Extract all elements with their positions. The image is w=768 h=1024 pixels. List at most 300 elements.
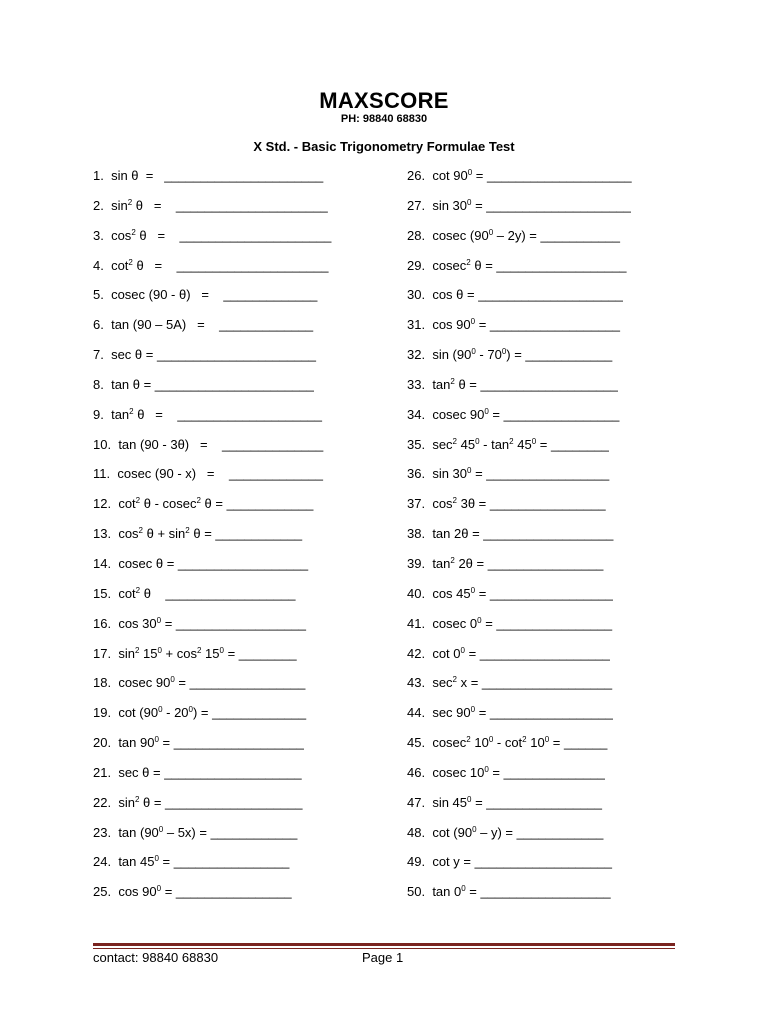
superscript: 0: [470, 317, 476, 327]
phone-number: PH: 98840 68830: [340, 113, 428, 125]
question-item: [93, 197, 331, 227]
question-item: [93, 794, 331, 824]
question-number: 26.: [407, 168, 426, 183]
question-item: [407, 495, 632, 525]
question-item: [93, 824, 331, 854]
text-part: sec 90: [432, 705, 471, 721]
text-part: sin 45: [432, 794, 468, 810]
question-item: [93, 883, 331, 913]
question-text: [118, 586, 295, 601]
text-part: = ________________: [161, 884, 292, 900]
text-part: θ = _____________________: [132, 257, 329, 273]
question-text: [118, 735, 304, 750]
text-part: cosec (90 - θ) = _____________: [111, 287, 318, 303]
superscript: 0: [471, 347, 476, 357]
text-part: tan 2θ = __________________: [432, 526, 614, 542]
text-part: 10: [470, 735, 489, 751]
text-part: = _________________: [475, 705, 613, 721]
text-part: cos: [432, 496, 453, 512]
text-part: = ________: [536, 436, 609, 452]
question-number: 42.: [407, 645, 426, 661]
text-part: – 2y) = ___________: [493, 227, 620, 243]
question-number: 49.: [407, 854, 426, 870]
text-part: = __________________: [465, 884, 611, 900]
superscript: 2: [135, 496, 141, 506]
superscript: 0: [472, 824, 477, 834]
text-part: 3θ = ________________: [457, 496, 606, 512]
text-part: = ________________: [471, 794, 602, 810]
text-part: cot (90: [432, 824, 473, 840]
text-part: tan (90: [118, 824, 159, 840]
superscript: 2: [185, 526, 190, 536]
question-item: [407, 257, 632, 287]
superscript: 0: [501, 347, 507, 357]
question-item: [407, 824, 632, 854]
question-number: 15.: [93, 585, 112, 601]
superscript: 0: [219, 645, 224, 655]
text-part: sec θ = ___________________: [118, 764, 302, 780]
question-item: [407, 764, 632, 794]
question-text: [432, 258, 626, 273]
text-part: sin 30: [432, 197, 468, 213]
question-number: 32.: [407, 347, 426, 363]
question-number: 8.: [93, 376, 104, 392]
question-item: [407, 704, 632, 734]
text-part: θ = _____________________: [132, 197, 328, 213]
question-number: 2.: [93, 197, 104, 213]
question-text: [118, 646, 296, 661]
question-item: [93, 555, 331, 585]
question-text: [118, 854, 289, 869]
text-part: cosec 10: [432, 764, 485, 780]
question-number: 24.: [93, 854, 112, 870]
question-number: 17.: [93, 645, 112, 661]
text-part: cos 90: [118, 884, 157, 900]
text-part: = ________________: [158, 854, 290, 870]
text-part: tan (90 - 3θ) = ______________: [118, 436, 324, 452]
text-part: cos: [111, 227, 132, 243]
question-number: 30.: [407, 287, 426, 303]
question-text: [111, 168, 323, 183]
text-part: cot: [118, 585, 136, 601]
question-text: [111, 377, 314, 392]
text-part: cos 30: [118, 615, 157, 631]
superscript: 0: [484, 764, 489, 774]
question-text: [118, 526, 302, 541]
question-number: 25.: [93, 884, 112, 900]
text-part: cosec 90: [432, 406, 485, 422]
question-text: [432, 198, 631, 213]
question-item: [407, 465, 632, 495]
question-text: [432, 765, 605, 780]
question-text: [118, 705, 306, 720]
text-part: = ________________: [488, 406, 620, 422]
question-text: [432, 526, 613, 541]
text-part: tan: [432, 376, 451, 392]
question-number: 36.: [407, 466, 426, 482]
text-part: 15: [139, 645, 158, 661]
text-part: cosec θ = __________________: [118, 555, 309, 571]
superscript: 0: [484, 406, 489, 416]
question-item: [93, 465, 331, 495]
question-item: [93, 346, 331, 376]
question-text: [111, 258, 328, 273]
question-item: [93, 227, 331, 257]
text-part: cosec 90: [118, 675, 171, 691]
question-item: [93, 704, 331, 734]
question-text: [118, 675, 305, 690]
question-item: [407, 883, 632, 913]
superscript: 2: [138, 526, 143, 536]
text-part: = __________________: [464, 645, 610, 661]
question-number: 6.: [93, 317, 104, 333]
question-text: [111, 347, 316, 362]
superscript: 2: [509, 436, 514, 446]
text-part: tan 90: [118, 735, 155, 751]
superscript: 0: [154, 854, 159, 864]
question-number: 12.: [93, 496, 112, 512]
superscript: 0: [467, 794, 472, 804]
text-part: ) = ____________: [506, 347, 613, 363]
text-part: cot (90: [118, 705, 159, 721]
superscript: 2: [452, 436, 457, 446]
question-text: [118, 884, 291, 899]
question-item: [93, 645, 331, 675]
question-text: [118, 825, 297, 840]
question-number: 22.: [93, 794, 112, 810]
question-number: 14.: [93, 555, 112, 571]
superscript: 2: [135, 585, 141, 595]
question-text: [118, 556, 308, 571]
question-item: [93, 525, 331, 555]
superscript: 0: [188, 705, 193, 715]
superscript: 0: [156, 884, 162, 894]
question-text: [432, 556, 603, 571]
text-part: = __________________: [161, 615, 307, 631]
questions-right-column: [407, 167, 632, 913]
question-item: [93, 764, 331, 794]
superscript: 0: [470, 585, 476, 595]
question-item: [93, 585, 331, 615]
brand-title: MAXSCORE: [319, 88, 449, 113]
text-part: sin: [111, 197, 128, 213]
text-part: θ = __________________: [470, 257, 627, 273]
text-part: cot 90: [432, 168, 468, 183]
superscript: 2: [196, 645, 202, 655]
superscript: 0: [467, 197, 472, 207]
superscript: 0: [477, 615, 482, 625]
question-number: 28.: [407, 227, 426, 243]
question-text: [118, 795, 302, 810]
text-part: 45: [457, 436, 476, 452]
text-part: - tan: [479, 436, 510, 452]
superscript: 0: [475, 436, 480, 446]
question-number: 11.: [93, 466, 111, 482]
question-number: 38.: [407, 526, 426, 542]
question-item: [407, 376, 632, 406]
question-item: [407, 436, 632, 466]
text-part: - 20: [162, 705, 189, 721]
text-part: sin θ = ______________________: [111, 168, 324, 183]
text-part: = __________________: [158, 735, 304, 751]
text-part: = _________________: [475, 585, 613, 601]
text-part: tan 45: [118, 854, 155, 870]
text-part: cosec: [432, 257, 467, 273]
text-part: θ = _____________________: [135, 227, 332, 243]
question-item: [93, 286, 331, 316]
question-number: 23.: [93, 824, 112, 840]
question-number: 29.: [407, 257, 426, 273]
question-item: [407, 674, 632, 704]
question-item: [93, 257, 331, 287]
text-part: = __________________: [475, 317, 621, 333]
question-item: [93, 853, 331, 883]
text-part: cos: [118, 526, 139, 542]
footer-contact: contact: 98840 68830: [93, 950, 219, 965]
question-text: [432, 347, 612, 362]
question-text: [432, 616, 612, 631]
question-text: [432, 317, 620, 332]
question-item: [407, 734, 632, 764]
question-text: [432, 795, 602, 810]
question-number: 39.: [407, 555, 426, 571]
question-item: [93, 167, 331, 197]
text-part: sin 30: [432, 466, 468, 482]
question-item: [93, 406, 331, 436]
superscript: 0: [158, 824, 164, 834]
question-item: [407, 316, 632, 346]
question-number: 50.: [407, 884, 426, 900]
text-part: - 70: [475, 347, 502, 363]
question-item: [407, 227, 632, 257]
question-text: [432, 437, 608, 452]
question-number: 16.: [93, 615, 112, 631]
question-number: 21.: [93, 764, 112, 780]
text-part: cos θ = ____________________: [432, 287, 623, 303]
text-part: sec: [432, 436, 453, 452]
text-part: cosec: [432, 735, 467, 751]
text-part: cot: [111, 257, 129, 273]
text-part: θ __________________: [140, 585, 296, 601]
superscript: 2: [466, 735, 471, 745]
footer-rule-thick: [93, 943, 675, 946]
question-number: 5.: [93, 287, 104, 303]
question-number: 13.: [93, 526, 112, 542]
question-item: [407, 197, 632, 227]
text-part: tan: [432, 555, 451, 571]
text-part: cot 0: [432, 645, 461, 661]
text-part: θ = ____________________: [133, 406, 322, 422]
question-item: [407, 286, 632, 316]
superscript: 2: [131, 227, 136, 237]
question-number: 4.: [93, 257, 104, 273]
questions-left-column: [93, 167, 331, 913]
question-item: [407, 645, 632, 675]
superscript: 2: [452, 496, 457, 506]
question-number: 1.: [93, 168, 104, 183]
text-part: = ____________________: [472, 168, 632, 183]
superscript: 0: [460, 645, 465, 655]
question-item: [407, 615, 632, 645]
superscript: 2: [127, 197, 133, 207]
text-part: 15: [201, 645, 220, 661]
question-item: [407, 794, 632, 824]
text-part: θ = ___________________: [454, 376, 618, 392]
superscript: 2: [129, 406, 134, 416]
text-part: θ = ____________: [189, 526, 303, 542]
text-part: tan: [111, 406, 130, 422]
text-part: sec: [432, 675, 453, 691]
question-item: [407, 406, 632, 436]
superscript: 0: [488, 227, 494, 237]
text-part: = ______: [549, 735, 608, 751]
superscript: 2: [522, 735, 527, 745]
question-number: 46.: [407, 764, 426, 780]
superscript: 2: [450, 376, 455, 386]
text-part: cos 90: [432, 317, 471, 333]
text-part: – 5x) = ____________: [163, 824, 298, 840]
question-text: [432, 586, 613, 601]
superscript: 2: [196, 496, 201, 506]
text-part: sin (90: [432, 347, 472, 363]
superscript: 2: [134, 794, 140, 804]
question-item: [93, 495, 331, 525]
question-number: 18.: [93, 675, 112, 691]
question-item: [407, 525, 632, 555]
text-part: = _________________: [471, 466, 610, 482]
superscript: 0: [544, 735, 550, 745]
text-part: = ______________: [488, 764, 605, 780]
question-text: [118, 765, 301, 780]
text-part: 2θ = ________________: [454, 555, 604, 571]
text-part: θ - cosec: [140, 496, 197, 512]
question-number: 3.: [93, 227, 104, 243]
question-number: 40.: [407, 585, 426, 601]
superscript: 0: [170, 675, 175, 685]
question-number: 41.: [407, 615, 426, 631]
superscript: 0: [467, 168, 473, 177]
question-number: 44.: [407, 705, 426, 721]
text-part: sec θ = ______________________: [111, 347, 317, 363]
question-number: 27.: [407, 197, 426, 213]
question-text: [432, 496, 605, 511]
question-text: [432, 675, 612, 690]
text-part: = ____________________: [471, 197, 631, 213]
question-number: 19.: [93, 705, 112, 721]
question-text: [432, 646, 610, 661]
question-item: [407, 585, 632, 615]
question-text: [111, 198, 328, 213]
question-item: [93, 615, 331, 645]
question-item: [93, 674, 331, 704]
superscript: 0: [154, 735, 159, 745]
text-part: – y) = ____________: [476, 824, 604, 840]
question-number: 20.: [93, 735, 112, 751]
test-title: X Std. - Basic Trigonometry Formulae Test: [253, 139, 515, 154]
superscript: 0: [470, 705, 476, 715]
superscript: 0: [531, 436, 537, 446]
text-part: cot: [118, 496, 136, 512]
superscript: 2: [128, 257, 133, 267]
text-part: cot y = ___________________: [432, 854, 612, 870]
question-number: 48.: [407, 824, 426, 840]
text-part: x = __________________: [457, 675, 613, 691]
question-text: [432, 825, 603, 840]
question-number: 35.: [407, 436, 426, 452]
question-item: [93, 734, 331, 764]
text-part: 45: [513, 436, 532, 452]
question-item: [407, 555, 632, 585]
question-item: [407, 853, 632, 883]
text-part: cosec (90 - x) = _____________: [117, 466, 323, 482]
footer-page-number: Page 1: [362, 950, 404, 965]
question-number: 31.: [407, 317, 426, 333]
question-text: [111, 287, 317, 302]
text-part: cos 45: [432, 585, 471, 601]
text-part: sin: [118, 645, 135, 661]
question-text: [432, 466, 609, 481]
text-part: θ = ____________: [200, 496, 314, 512]
question-text: [117, 466, 323, 481]
question-text: [111, 228, 331, 243]
question-text: [111, 407, 322, 422]
question-number: 47.: [407, 794, 426, 810]
superscript: 0: [158, 705, 163, 715]
text-part: θ = ___________________: [139, 794, 303, 810]
superscript: 0: [461, 884, 466, 894]
question-item: [93, 316, 331, 346]
question-number: 37.: [407, 496, 426, 512]
question-number: 10.: [93, 436, 112, 452]
text-part: ) = _____________: [192, 705, 307, 721]
text-part: sin: [118, 794, 135, 810]
question-item: [407, 346, 632, 376]
question-text: [118, 616, 306, 631]
superscript: 2: [466, 257, 471, 267]
text-part: tan θ = ______________________: [111, 376, 314, 392]
question-text: [432, 287, 623, 302]
text-part: θ + sin: [143, 526, 186, 542]
text-part: tan (90 – 5A) = _____________: [111, 317, 314, 333]
superscript: 0: [488, 735, 494, 745]
superscript: 2: [452, 675, 457, 685]
question-item: [407, 167, 632, 197]
question-number: 45.: [407, 735, 426, 751]
text-part: + cos: [161, 645, 197, 661]
text-part: = ________: [223, 645, 297, 661]
text-part: - cot: [493, 735, 523, 751]
text-part: 10: [526, 735, 545, 751]
superscript: 0: [157, 645, 162, 655]
question-text: [432, 377, 618, 392]
question-text: [432, 735, 607, 750]
superscript: 0: [467, 466, 472, 476]
question-text: [432, 407, 619, 422]
footer-rule-thin: [93, 948, 675, 949]
question-item: [93, 376, 331, 406]
question-text: [432, 884, 610, 899]
superscript: 0: [156, 615, 162, 625]
text-part: cosec 0: [432, 615, 478, 631]
question-text: [432, 228, 620, 243]
question-number: 43.: [407, 675, 426, 691]
question-item: [93, 436, 331, 466]
question-number: 34.: [407, 406, 426, 422]
question-text: [432, 854, 612, 869]
question-number: 7.: [93, 347, 104, 363]
question-text: [432, 705, 613, 720]
superscript: 2: [450, 555, 455, 565]
